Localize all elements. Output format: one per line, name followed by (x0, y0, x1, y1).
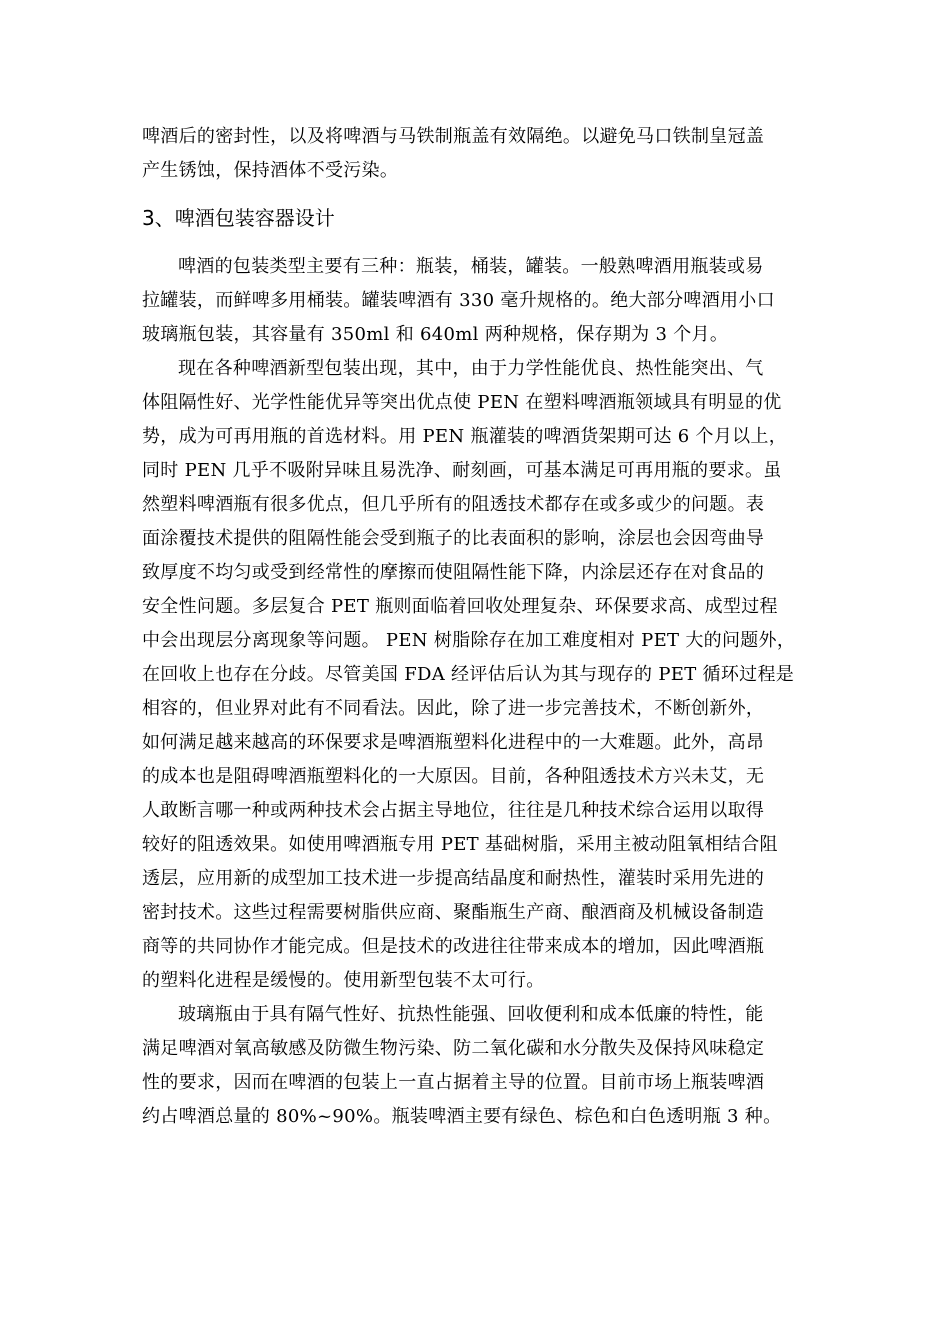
text-line: 安全性问题。多层复合 PET 瓶则面临着回收处理复杂、环保要求高、成型过程 (142, 596, 778, 617)
text-line: 啤酒后的密封性，以及将啤酒与马铁制瓶盖有效隔绝。以避免马口铁制皇冠盖 (142, 126, 765, 147)
text-line: 中会出现层分离现象等问题。 PEN 树脂除存在加工难度相对 PET 大的问题外， (142, 630, 796, 651)
paragraph-glass-bottles (142, 998, 810, 1134)
text-line: 玻璃瓶由于具有隔气性好、抗热性能强、回收便利和成本低廉的特性，能 (178, 1004, 764, 1025)
text-line: 如何满足越来越高的环保要求是啤酒瓶塑料化进程中的一大难题。此外，高昂 (142, 732, 765, 753)
text-line: 人敢断言哪一种或两种技术会占据主导地位，往往是几种技术综合运用以取得 (142, 800, 765, 821)
text-line: 密封技术。这些过程需要树脂供应商、聚酯瓶生产商、酿酒商及机械设备制造 (142, 902, 765, 923)
text-line: 相容的，但业界对此有不同看法。因此，除了进一步完善技术，不断创新外， (142, 698, 765, 719)
text-line: 的成本也是阻碍啤酒瓶塑料化的一大原因。目前，各种阻透技术方兴未艾，无 (142, 766, 765, 787)
text-line: 面涂覆技术提供的阻隔性能会受到瓶子的比表面积的影响，涂层也会因弯曲导 (142, 528, 765, 549)
text-line: 产生锈蚀，保持酒体不受污染。 (142, 160, 399, 181)
text-line: 啤酒的包装类型主要有三种：瓶装，桶装，罐装。一般熟啤酒用瓶装或易 (178, 256, 764, 277)
paragraph-packaging-types (142, 250, 810, 352)
document-page (142, 120, 810, 1134)
intro-paragraph (142, 120, 810, 188)
text-line: 同时 PEN 几乎不吸附异味且易洗净、耐刻画，可基本满足可再用瓶的要求。虽 (142, 460, 782, 481)
text-line: 较好的阻透效果。如使用啤酒瓶专用 PET 基础树脂，采用主被动阻氧相结合阻 (142, 834, 778, 855)
text-line: 现在各种啤酒新型包装出现，其中，由于力学性能优良、热性能突出、气 (178, 358, 764, 379)
text-line: 满足啤酒对氧高敏感及防微生物污染、防二氧化碳和水分散失及保持风味稳定 (142, 1038, 765, 1059)
text-line: 势，成为可再用瓶的首选材料。用 PEN 瓶灌装的啤酒货架期可达 6 个月以上， (142, 426, 788, 447)
text-line: 体阻隔性好、光学性能优异等突出优点使 PEN 在塑料啤酒瓶领域具有明显的优 (142, 392, 782, 413)
text-line: 性的要求，因而在啤酒的包装上一直占据着主导的位置。目前市场上瓶装啤酒 (142, 1072, 765, 1093)
text-line: 的塑料化进程是缓慢的。使用新型包装不太可行。 (142, 970, 545, 991)
paragraph-new-packaging (142, 352, 810, 998)
text-line: 在回收上也存在分歧。尽管美国 FDA 经评估后认为其与现存的 PET 循环过程是 (142, 664, 795, 685)
section-heading: 3、啤酒包装容器设计 (142, 206, 335, 230)
text-line: 商等的共同协作才能完成。但是技术的改进往往带来成本的增加，因此啤酒瓶 (142, 936, 765, 957)
text-line: 拉罐装，而鲜啤多用桶装。罐装啤酒有 330 毫升规格的。绝大部分啤酒用小口 (142, 290, 775, 311)
text-line: 致厚度不均匀或受到经常性的摩擦而使阻隔性能下降，内涂层还存在对食品的 (142, 562, 765, 583)
text-line: 约占啤酒总量的 80%~90%。瓶装啤酒主要有绿色、棕色和白色透明瓶 3 种。 (142, 1106, 782, 1127)
text-line: 透层，应用新的成型加工技术进一步提高结晶度和耐热性，灌装时采用先进的 (142, 868, 765, 889)
text-line: 然塑料啤酒瓶有很多优点，但几乎所有的阻透技术都存在或多或少的问题。表 (142, 494, 765, 515)
text-line: 玻璃瓶包装，其容量有 350ml 和 640ml 两种规格，保存期为 3 个月。 (142, 324, 729, 345)
